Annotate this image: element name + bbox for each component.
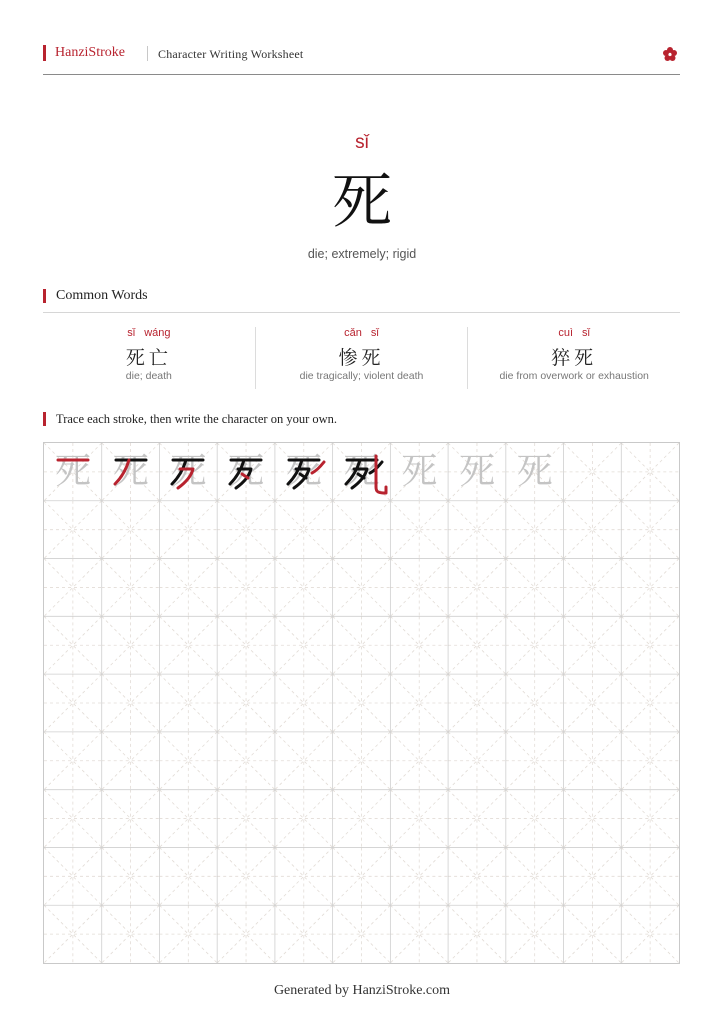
stroke-progress-drawing: [275, 443, 333, 501]
stroke-order-cell: [217, 443, 275, 501]
stroke-progress-drawing: [44, 443, 102, 501]
word-pinyin: cuì sǐ: [558, 327, 591, 339]
word-item: [43, 327, 255, 389]
ghost-character: 死: [459, 451, 496, 492]
trace-ghost-cell: [506, 443, 564, 501]
word-item: [467, 327, 680, 389]
brand-name[interactable]: HanziStroke: [55, 45, 125, 60]
section-accent-bar: [43, 412, 46, 426]
word-hanzi: 死亡: [125, 347, 172, 369]
character-pinyin: sǐ: [355, 132, 369, 153]
current-stroke: [115, 460, 129, 484]
brand-accent-bar: [43, 45, 46, 61]
stroke-progress-drawing: [102, 443, 160, 501]
completed-stroke: [230, 460, 244, 484]
ghost-character: 死: [112, 451, 149, 492]
common-words-list: [43, 327, 680, 389]
ghost-character: 死: [516, 451, 553, 492]
stroke-progress-drawing: [217, 443, 275, 501]
common-words-title: Common Words: [56, 288, 148, 303]
section-accent-bar: [43, 289, 46, 303]
stroke-order-cell: [333, 443, 391, 501]
trace-instruction: Trace each stroke, then write the character on your own.: [56, 412, 338, 426]
ghost-character: 死: [285, 451, 322, 492]
word-meaning: die tragically; violent death: [299, 370, 424, 382]
footer-credit: Generated by HanziStroke.com: [273, 983, 451, 998]
ghost-character: 死: [54, 451, 91, 492]
word-meaning: die; death: [125, 370, 172, 382]
stroke-progress-drawing: [159, 443, 217, 501]
completed-stroke: [346, 460, 360, 484]
ghost-character: 死: [170, 451, 207, 492]
ghost-character: 死: [228, 451, 265, 492]
header-divider: [147, 46, 148, 61]
word-meaning: die from overwork or exhaustion: [499, 370, 649, 382]
character-meaning: die; extremely; rigid: [307, 247, 417, 261]
stroke-order-cell: [102, 443, 160, 501]
practice-grid[interactable]: [43, 442, 680, 964]
completed-stroke: [172, 460, 186, 484]
plum-blossom-icon: [662, 46, 678, 62]
stroke-order-cell: [159, 443, 217, 501]
completed-stroke: [288, 460, 302, 484]
current-stroke: [312, 462, 324, 473]
stroke-progress-drawing: [333, 443, 391, 501]
trace-ghost-cell: [448, 443, 506, 501]
word-hanzi: 惨死: [338, 347, 385, 369]
worksheet-header: [43, 44, 680, 75]
word-item: [255, 327, 468, 389]
stroke-order-cell: [275, 443, 333, 501]
ghost-character: 死: [401, 451, 438, 492]
word-hanzi: 猝死: [551, 347, 598, 369]
stroke-order-cell: [44, 443, 102, 501]
word-pinyin: cǎn sǐ: [344, 327, 379, 339]
grid-lines: [44, 443, 679, 963]
worksheet-subtitle: Character Writing Worksheet: [158, 47, 304, 61]
word-pinyin: sǐ wáng: [127, 327, 171, 339]
ghost-character: 死: [343, 451, 380, 492]
hero-character: 死: [332, 167, 392, 237]
trace-ghost-cell: [390, 443, 448, 501]
common-words-heading: [43, 288, 680, 313]
trace-instruction-heading: [43, 411, 680, 431]
